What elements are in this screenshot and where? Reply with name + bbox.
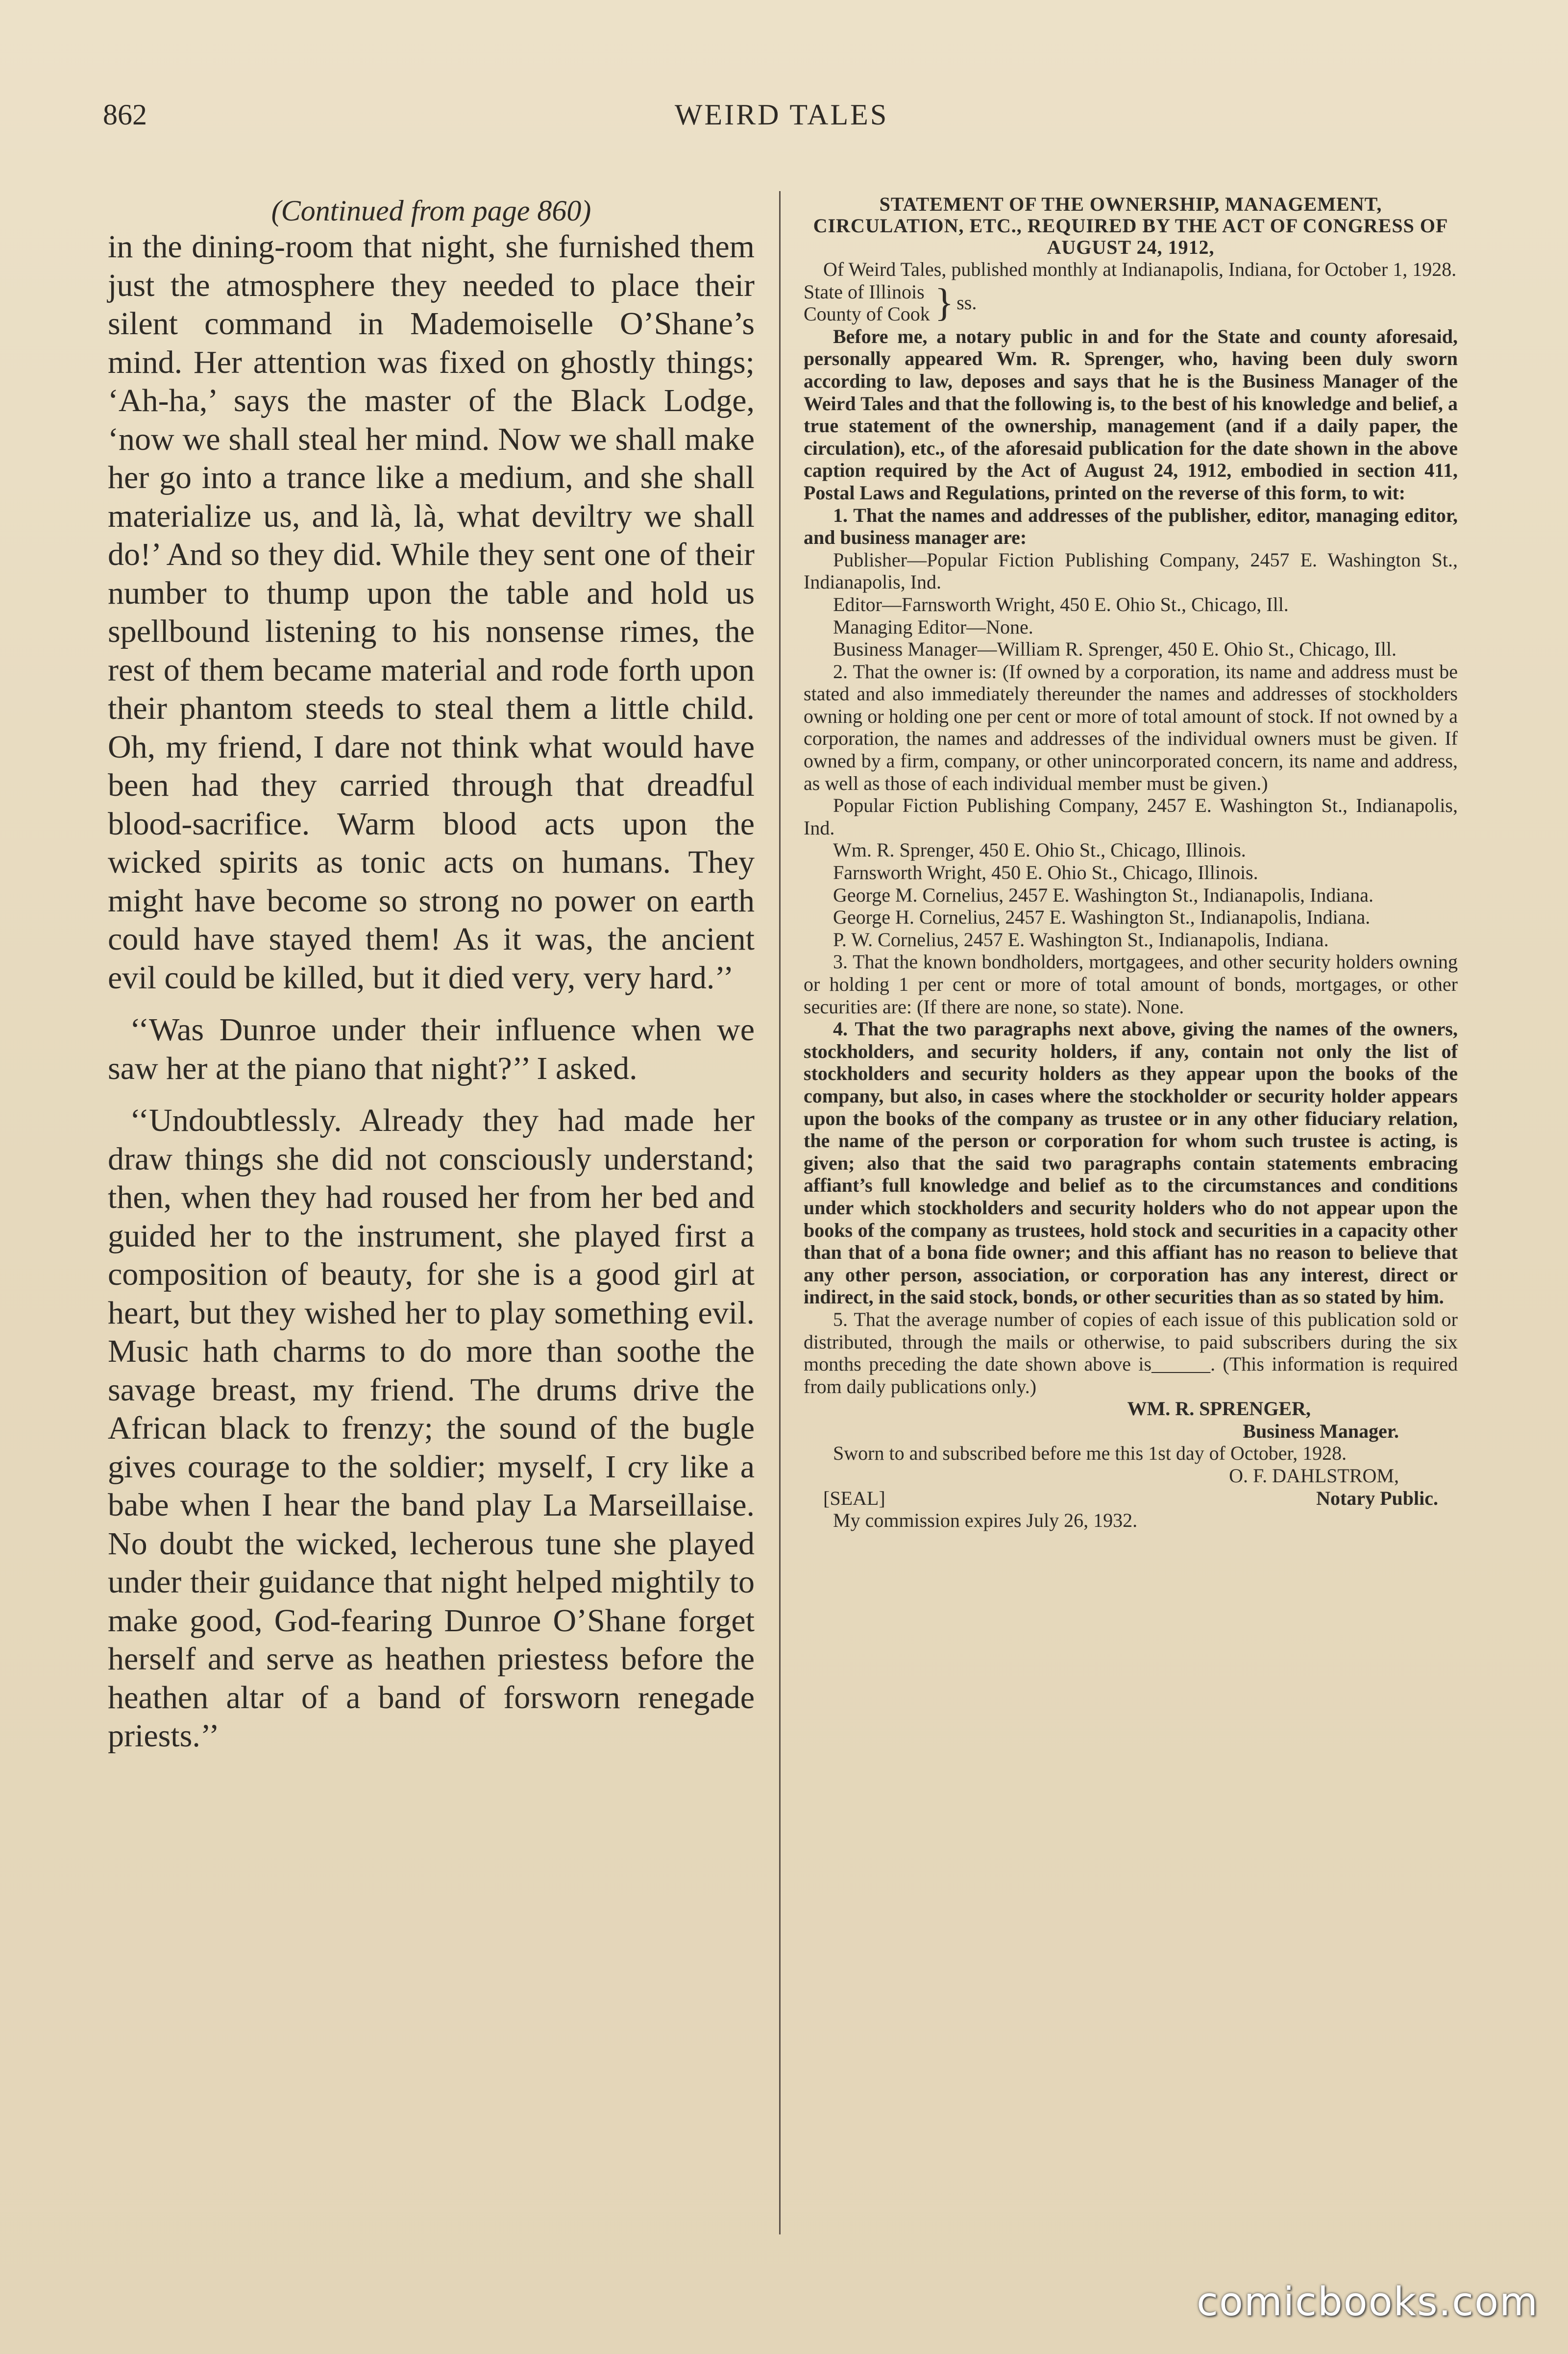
story-paragraph-3: ‘‘Undoubtlessly. Already they had made her draw things she did not consciously understand; then, when they had roused her from her bed and guided her to the instrument, she played first a composition of beauty, for she is a good girl at heart, but they wished her to play something evil. Music hath charms to do more than soothe the savage breast, my friend. The drums drive the African black to frenzy; the sound of the bugle gives courage to the soldier; myself, I cry like a babe when I hear the band play La Marseillaise. No doubt the wicked, lecherous tune she played under their guidance that night helped mightily to make good, God-fearing Dunroe O’Shane forget herself and serve as heathen priestess before the heathen altar of a band of forsworn renegade priests.’’ <box>108 1103 755 1754</box>
statement-subtitle: Of Weird Tales, published monthly at Indianapolis, Indiana, for October 1, 1928. <box>823 258 1457 280</box>
page-header <box>103 98 1460 152</box>
item-4: 4. That the two paragraphs next above, giving the names of the owners, stockholders, and security holders, if any, contain not only the list of stockholders and security holders as they appear upon the books of the company, but also, in cases where the stockholder or security holder appears upon the books of the company as trustee or in any other fiduciary relation, the name of the person or corporation for whom such trustee is acting, is given; also that the said two paragraphs contain statements embracing affiant’s full knowledge and belief as to the circumstances and conditions under which stockholders and security holders who do not appear upon the books of the company as trustees, hold stock and securities in a capacity other than that of a bona fide owner; and this affiant has no reason to believe that any other person, association, or corporation has any interest, direct or indirect, in the said stock, bonds, or other securities than as so stated by him. <box>804 1018 1458 1308</box>
continued-note: (Continued from page 860) <box>271 195 591 227</box>
owner-line-5: George H. Cornelius, 2457 E. Washington St., Indianapolis, Indiana. <box>833 906 1371 929</box>
ownership-statement-column <box>804 194 1458 1532</box>
signer-title: Business Manager. <box>1243 1420 1399 1442</box>
seal-label: [SEAL] <box>823 1487 885 1509</box>
item-3: 3. That the known bondholders, mortgagees, and other security holders owning or holding 1 per cent or more of total amount of bonds, mortgages, or other securities are: (If there are none, so state). None. <box>804 951 1458 1018</box>
running-title: WEIRD TALES <box>674 98 889 131</box>
venue-ss: ss. <box>956 292 977 314</box>
venue-block <box>804 281 1458 325</box>
item-2: 2. That the owner is: (If owned by a corporation, its name and address must be stated and also immediately thereunder the names and addresses of stockholders owning or holding one per cent or more of total amount of stock. If not owned by a corporation, the names and addresses of the individual owners must be given. If owned by a firm, company, or other unincorporated concern, its name and address, as well as those of each individual member must be given.) <box>804 660 1458 794</box>
story-paragraph-2: ‘‘Was Dunroe under their influence when we saw her at the piano that night?’’ I asked. <box>108 1012 755 1086</box>
owner-line-2: Wm. R. Sprenger, 450 E. Ohio St., Chicago, Illinois. <box>833 839 1246 861</box>
watermark-logo: comicbooks.com <box>1196 2279 1539 2325</box>
column-divider <box>779 191 781 2234</box>
seal-row <box>804 1487 1458 1510</box>
managing-editor-line: Managing Editor—None. <box>833 615 1033 638</box>
owner-line-3: Farnsworth Wright, 450 E. Ohio St., Chicago, Illinois. <box>833 861 1258 884</box>
page-number: 862 <box>103 98 147 131</box>
venue-state: State of Illinois <box>804 280 925 303</box>
owner-line-1: Popular Fiction Publishing Company, 2457 E. Washington St., Indianapolis, Ind. <box>804 794 1458 839</box>
signer-name: WM. R. SPRENGER, <box>1127 1398 1311 1420</box>
editor-line: Editor—Farnsworth Wright, 450 E. Ohio St., Chicago, Ill. <box>833 593 1289 615</box>
statement-title: STATEMENT OF THE OWNERSHIP, MANAGEMENT, CIRCULATION, ETC., REQUIRED BY THE ACT OF CONGRESS OF AUGUST 24, 1912, <box>813 193 1448 258</box>
publisher-line: Publisher—Popular Fiction Publishing Company, 2457 E. Washington St., Indianapolis, Ind. <box>804 548 1458 593</box>
item-5: 5. That the average number of copies of each issue of this publication sold or distributed, through the mails or otherwise, to paid subscribers during the six months preceding the date shown above is______. (This information is required from daily publications only.) <box>804 1308 1458 1398</box>
affidavit-paragraph: Before me, a notary public in and for the State and county aforesaid, personally appeared Wm. R. Sprenger, who, having been duly sworn according to law, deposes and says that he is the Business Manager of the Weird Tales and that the following is, to the best of his knowledge and belief, a true statement of the ownership, management (and if a daily paper, the circulation), etc., of the aforesaid publication for the date shown in the above caption required by the Act of August 24, 1912, embodied in section 411, Postal Laws and Regulations, printed on the reverse of this form, to wit: <box>804 325 1458 504</box>
owner-line-6: P. W. Cornelius, 2457 E. Washington St., Indianapolis, Indiana. <box>833 928 1329 951</box>
brace-glyph: } <box>934 281 954 325</box>
story-paragraph-1: in the dining-room that night, she furnished them just the atmosphere they needed to place their silent command in Mademoiselle O’Shane’s mind. Her attention was fixed on ghostly things; ‘Ah-ha,’ says the master of the Black Lodge, ‘now we shall steal her mind. Now we shall make her go into a trance like a medium, and she shall materialize us, and là, là, what deviltry we shall do!’ And so they did. While they sent one of their number to thump upon the table and hold us spellbound listening to his nonsense rimes, the rest of them became material and rode forth upon their phantom steeds to steal them a little child. Oh, my friend, I dare not think what would have been had they carried through that dreadful blood-sacrifice. Warm blood acts upon the wicked spirits as tonic acts on humans. They might have become so strong no power on earth could have stayed them! As it was, the ancient evil could be killed, but it died very, very hard.’’ <box>108 229 755 996</box>
commission-line: My commission expires July 26, 1932. <box>833 1509 1138 1532</box>
notary-title: Notary Public. <box>1316 1487 1438 1509</box>
venue-county: County of Cook <box>804 303 930 325</box>
business-manager-line: Business Manager—William R. Sprenger, 450 E. Ohio St., Chicago, Ill. <box>833 638 1396 661</box>
sworn-line: Sworn to and subscribed before me this 1st day of October, 1928. <box>833 1442 1347 1465</box>
notary-name: O. F. DAHLSTROM, <box>1229 1465 1399 1487</box>
story-column <box>108 194 755 1756</box>
item-1: 1. That the names and addresses of the publisher, editor, managing editor, and business manager are: <box>804 504 1458 549</box>
owner-line-4: George M. Cornelius, 2457 E. Washington St., Indianapolis, Indiana. <box>833 883 1373 906</box>
